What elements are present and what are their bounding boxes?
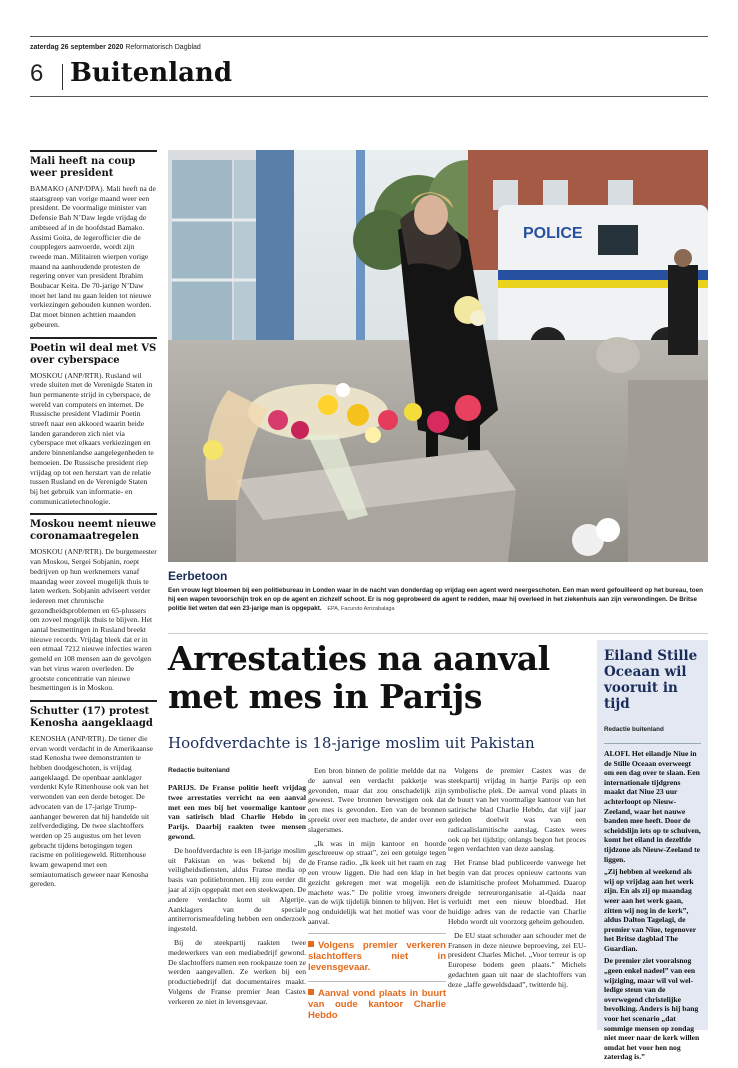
header-separator (62, 64, 63, 90)
sidebar-headline: Eiland Stille Oceaan wil vooruit in tijd (604, 648, 698, 712)
brief-title: Mali heeft na coup weer president (30, 156, 136, 179)
photo-credit: EPA, Facundo Arrizabalaga (327, 606, 395, 612)
brief-item (30, 513, 157, 693)
square-bullet-icon (308, 941, 314, 947)
article-byline: Redactie buitenland (168, 767, 230, 774)
sidebar-paragraph: De premier ziet vooralsnog „geen enkel nadeel” van een wijziging, maar wil vol wel-ledige steun van de overwegend christelijke bevolking. Anders is hij bang voor het scenario „dat sommige mensen op zondag niet meer naar de kerk willen omdat het voor hen nog zaterdag is.” (604, 956, 700, 1062)
article-paragraph: Bij de steekpartij raakten twee medewerkers van een mediabedrijf gewond. De slachtoffers namen een rookpauze toen ze werden aangevallen. Ze werken bij een productiebedrijf dat documentaires maakt. Volgens de Franse premier Jean Castex verkeren ze niet in levensgevaar. (168, 937, 306, 1006)
pullquote (308, 933, 446, 973)
article-column-1 (168, 783, 306, 1011)
section-title: Buitenland (70, 58, 233, 88)
brief-body: MOSKOU (ANP/RTR). De burgemeester van Moskou, Sergei Sobjanin, roept bedrijven op hun werknemers vanaf maandag weer zoveel mogelijk thuis te laten werken. Sobjanin adviseert verder iedereen met chronische gezondheidsproblemen en 65-plussers om zoveel mogelijk thuis te blijven. Het aantal besmettingen in Rusland breekt nieuwe records. Vrijdag bleek dat er in een etmaal 7212 nieuwe infecties waren gemeld en 108 mensen aan de gevolgen van het virus waren overleden. De grootste concentratie van nieuwe besmettingen is in Moskou. (30, 547, 157, 693)
article-subheadline: Hoofdverdachte is 18-jarige moslim uit Pakistan (168, 734, 535, 752)
brief-title: Poetin wil deal met VS over cyberspace (30, 342, 157, 366)
briefs-column (30, 150, 157, 896)
brief-body: MOSKOU (ANP/RTR). Rusland wil vrede sluiten met de Verenigde Staten in hun permanente strijd in cyberspace, de wereld van computers en internet. De Russische president Vladimir Poetin streeft naar een akkoord waarin beide landen garanderen zich niet via cyberspace met elkaars verkiezingen en andere binnenlandse aangelegenheden te bemoeien. De Russische president riep vrijdag op tot een herstart van de relatie tussen Rusland en de Verenigde Staten bij het gebruik van informatie- en communicatietechnologie. (30, 370, 154, 506)
brief-body: KENOSHA (ANP/RTR). De tiener die ervan wordt verdacht in de Amerikaanse stad Kenosha twee demonstranten te hebben doodgeschoten, is vrijdag aangeklaagd. De openbaar aanklager verdenkt Kyle Rittenhouse ook van het verwonden van een derde betoger. De advocaten van de 17-jarige Trump-aanhanger beweren dat hij handelde uit zelfverdediging. De twee slachtoffers werden op 25 augustus om het leven gebracht tijdens betogingen tegen racisme en politiegeweld. Rittenhouse kwam gewapend met een semiautomatisch geweer naar Kenosha gereden. (30, 733, 153, 889)
brief-title: Schutter (17) protest Kenosha aangeklaagd (30, 705, 153, 729)
sidebar-rule (604, 743, 701, 744)
sidebar-article (597, 640, 708, 1062)
photo-illustration (168, 150, 708, 562)
date-line (30, 44, 201, 51)
pullquote (308, 981, 446, 1021)
brief-item (30, 700, 157, 889)
square-bullet-icon (308, 989, 314, 995)
brief-title: Moskou neemt nieuwe coronamaatregelen (30, 519, 157, 543)
article-column-3 (448, 766, 586, 994)
article-paragraph: Volgens de premier Castex was de steekpartij vrijdag in hartje Parijs op een symbolische plek. De aanval vond plaats in de buurt van het voormalige kantoor van het satirische blad Charlie Hebdo, dat vijf jaar geleden doelwit was van een radicaalislamitische aanslag. Castex wees ook op het tijdstip; onlangs begon het proces tegen verdachten van deze aanslag. (448, 766, 586, 854)
news-photo (168, 150, 708, 562)
van-lettering: POLICE (523, 225, 583, 242)
brief-item (30, 150, 157, 330)
article-paragraph: Het Franse blad publiceerde vanwege het begin van dat proces opnieuw cartoons van de islamitische profeet Mohammed. Daarop dreigde terreurorganisatie al-Qaida naar verluidt met een nieuw bloedbad. Het huidige adres van de redactie van Charlie Hebdo wordt uit voorzorg geheim gehouden. (448, 858, 586, 926)
pullquote-text: Volgens premier verkeren slachtoffers niet in levensgevaar. (308, 939, 446, 973)
brief-item (30, 337, 157, 507)
sidebar-paragraph: „Zij hebben al weekend als wij op vrijdag aan het werk zijn. En als zij op maandag weer aan het werk gaan, zitten wij nog in de kerk”, aldus Dalton Tagelagi, de premier van Niue, tegenover het Britse dagblad The Guardian. (604, 867, 696, 953)
page-number: 6 (30, 60, 44, 87)
header-bottom-rule (30, 96, 708, 97)
issue-date: zaterdag 26 september 2020 (30, 44, 124, 51)
article-column-2 (308, 766, 446, 1029)
sidebar-byline: Redactie buitenland (604, 726, 664, 733)
sidebar-paragraph: ALOFI. Het eilandje Niue in de Stille Oceaan overweegt om een dag over te slaan. Een internationale tijdgrens maakt dat Niue 23 uur achterloopt op Nieuw-Zeeland, waar het nauwe banden mee heeft. Door de scheidslijn iets op te schuiven, komt het eiland in dezelfde tijdzone als Nieuw-Zeeland te liggen. (604, 749, 701, 864)
article-lead: PARIJS. De Franse politie heeft vrijdag twee arrestaties verricht na een aanval met een mes bij het voormalige kantoor van satirisch blad Charlie Hebdo in Parijs. Daarbij raakten twee mensen gewond. (168, 783, 306, 841)
photo-caption-title: Eerbetoon (168, 569, 228, 583)
brief-body: BAMAKO (ANP/DPA). Mali heeft na de staatsgreep van vorige maand weer een president. De voormalige minister van Defensie Bah N’Daw legde vrijdag de ambtseed af in de hoofdstad Bamako. Assimi Goita, de legerofficier die de coupplegers aanvoerde, wordt zijn tweede man. Militairen wierpen vorige maand na aanhoudende protesten de regering onver van president Ibrahim Boubacar Keita. De 70-jarige N’Daw moet het land nu gaan leiden tot nieuwe verkiezingen gehouden kunnen worden. Dat moet binnen achttien maanden gebeuren. (30, 184, 156, 329)
article-paragraph: Een bron binnen de politie meldde dat na de aanval een verdacht pakketje was gevonden, maar dat zou onschadelijk zijn geweest. Twee bronnen bevestigen ook dat een mes is gevonden. Een van de bronnen spreekt over een machete, de ander over een slagersmes. (308, 766, 446, 834)
photo-caption-text: Een vrouw legt bloemen bij een politiebureau in Londen waar in de nacht van donderdag op vrijdag een agent werd neergeschoten. Een man werd gefouilleerd op het bureau, toen hij een wapen tevoorschijn trok en op de agent en zichzelf schoot. Er is nog geprobeerd de agent te redden, maar hij overleed in het ziekenhuis aan zijn verwondingen. De Britse politie liet weten dat een 23-jarige man is opgepakt. (168, 587, 703, 612)
article-paragraph: „Ik was in mijn kantoor en hoorde geschreeuw op straat”, zei een getuige tegen de Franse radio. „Ik keek uit het raam en zag een vrouw liggen. Die had een klap in het gezicht gekregen met wat mogelijk een machete was.” De politie vroeg inwoners van de wijk tijdelijk binnen te blijven. Het is nog onduidelijk wat het motief was voor de aanval. (308, 838, 446, 926)
photo-caption (168, 586, 708, 614)
article-paragraph: De EU staat schouder aan schouder met de Fransen in deze nieuwe beproeving, zei EU-president Charles Michel. „Voor terreur is op Europese bodem geen plaats.” Michels gedachten gaan uit naar de slachtoffers van deze „laffe geweldsdaad”, twitterde hij. (448, 930, 586, 989)
caption-rule (168, 633, 708, 634)
article-headline: Arrestaties na aanval met mes in Parijs (168, 639, 550, 716)
header-top-rule (30, 36, 708, 37)
pullquote-text: Aanval vond plaats in buurt van oude kantoor Charlie Hebdo (308, 987, 446, 1021)
paper-name: Reformatorisch Dagblad (125, 44, 201, 51)
article-paragraph: De hoofdverdachte is een 18-jarige moslim uit Pakistan en was bekend bij de veiligheidsdiensten, aldus Franse media op basis van politiebronnen. Hij zou eerder dit jaar al zijn opgepakt met een steekwapen. De andere verdachte komt uit Algerije. Aanklagers van de speciale antiterrorismeafdeling hebben een onderzoek ingesteld. (168, 845, 306, 934)
